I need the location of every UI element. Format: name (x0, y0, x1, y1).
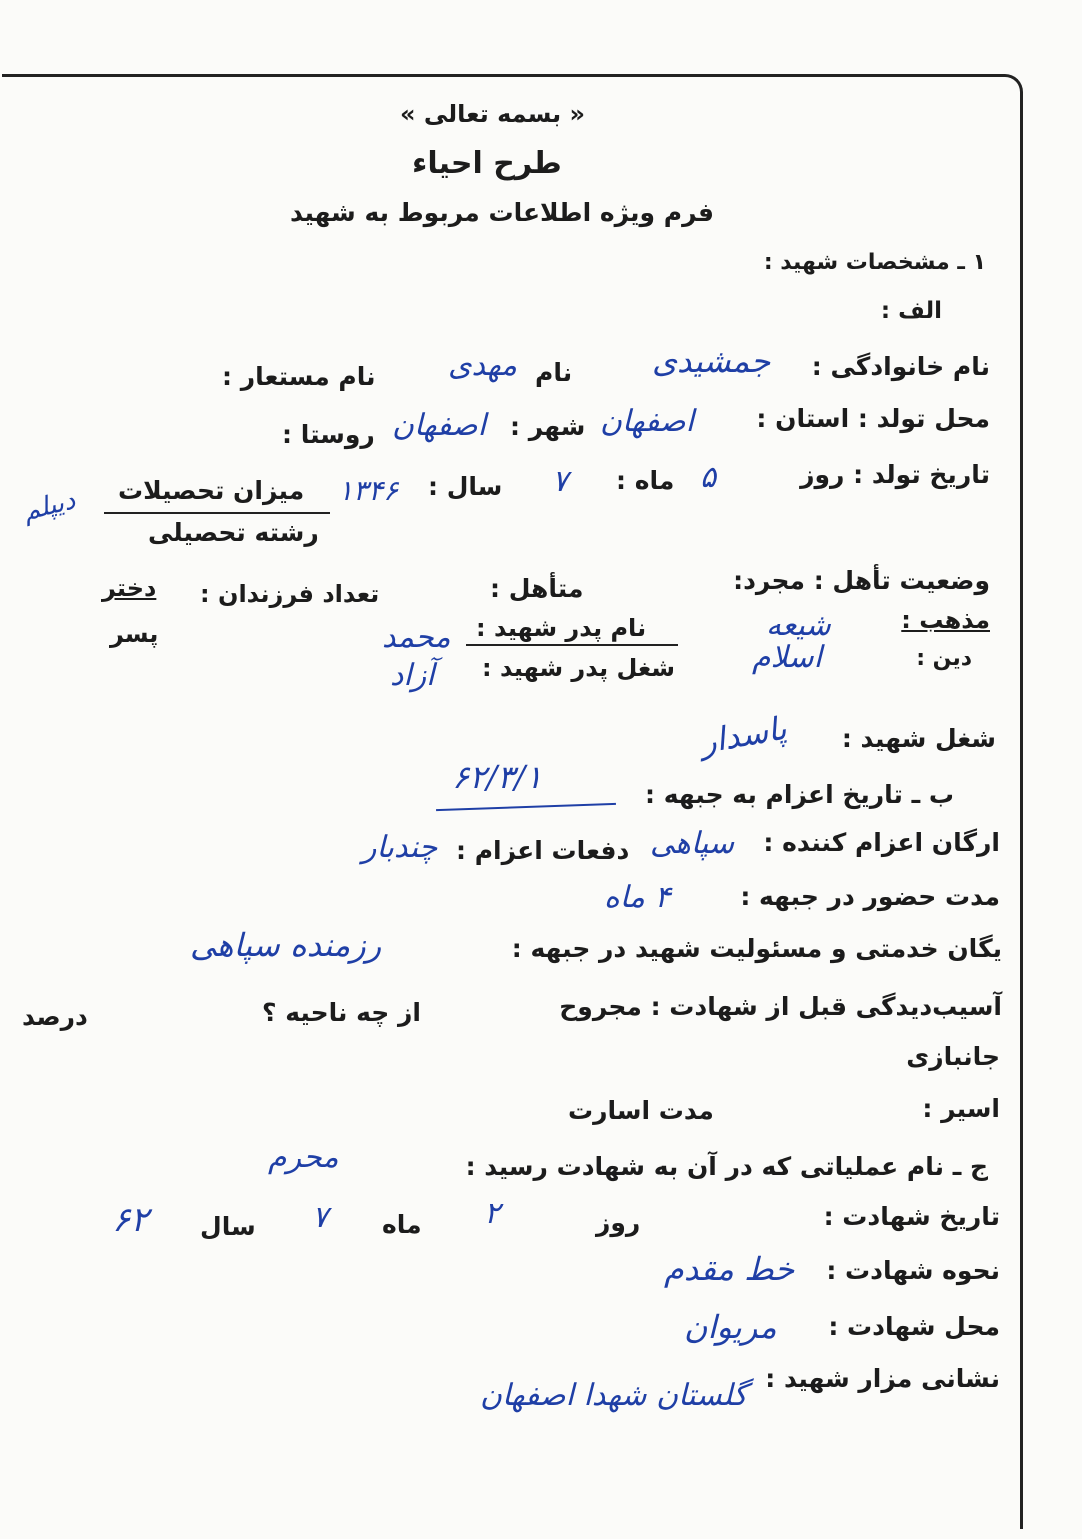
bismillah: « بسمه تعالی » (400, 100, 586, 128)
unit-value: رزمنده سپاهی (190, 926, 382, 964)
birthdate-label: تاریخ تولد : روز (800, 460, 990, 489)
martyr-manner-value: خط مقدم (664, 1250, 795, 1288)
job-value: پاسدار (697, 708, 790, 762)
children-label: تعداد فرزندان : (200, 580, 380, 608)
married-label: متأهل : (490, 574, 584, 603)
dispatch-times-value: چندبار (362, 830, 438, 865)
family-name-label: نام خانوادگی : (811, 352, 990, 381)
unit-label: یگان خدمتی و مسئولیت شهید در جبهه : (511, 934, 1002, 963)
martyr-month-label: ماه (382, 1210, 422, 1239)
duration-value: ۴ ماه (604, 880, 671, 915)
part-a-label: الف : (880, 298, 942, 324)
father-name-value: محمد (382, 620, 451, 655)
city-label: شهر : (510, 412, 586, 441)
injury-percent-label: درصد (22, 1002, 88, 1031)
birth-year-label: سال : (428, 472, 503, 501)
martyr-year-value: ۶۲ (112, 1200, 149, 1240)
section1-heading: ۱ ـ مشخصات شهید : (763, 250, 986, 275)
duration-label: مدت حضور در جبهه : (740, 882, 1000, 911)
first-name-label: نام (535, 358, 573, 387)
birth-day-value: ۵ (700, 460, 717, 495)
grave-label: نشانی مزار شهید : (765, 1364, 1000, 1393)
operation-label: ج ـ نام عملیاتی که در آن به شهادت رسید : (465, 1152, 988, 1181)
veteran-label: جانبازی (906, 1042, 1000, 1071)
martyr-manner-label: نحوه شهادت : (826, 1256, 1000, 1285)
job-label: شغل شهید : (841, 724, 996, 753)
birth-month-label: ماه : (616, 466, 675, 495)
family-name-value: جمشیدی (652, 342, 771, 380)
education-level-label: میزان تحصیلات (118, 476, 305, 505)
father-job-value: آزاد (390, 658, 435, 693)
sect-value: شیعه (766, 608, 831, 643)
captive-label: اسیر : (922, 1094, 1000, 1123)
marital-label: وضعیت تأهل : مجرد: (733, 566, 990, 595)
martyr-day-label: روز (596, 1208, 641, 1237)
form-title: فرم ویژه اطلاعات مربوط به شهید (290, 198, 715, 227)
grave-value: گلستان شهدا اصفهان (480, 1378, 748, 1413)
project-title: طرح احیاء (412, 146, 562, 181)
village-label: روستا : (282, 420, 375, 449)
dispatch-times-label: دفعات اعزام : (456, 836, 630, 865)
operation-value: محرم (268, 1140, 339, 1175)
sect-label: مذهب : (901, 606, 990, 634)
city-value: اصفهان (392, 408, 486, 443)
son-label: پسر (110, 620, 159, 648)
martyr-year-label: سال (200, 1212, 256, 1241)
martyr-day-value: ۲ (484, 1196, 501, 1231)
dispatch-date-label: ب ـ تاریخ اعزام به جبهه : (645, 780, 954, 809)
religion-value: اسلام (752, 640, 822, 675)
education-fraction-line (104, 512, 330, 514)
birthplace-label: محل تولد : استان : (756, 404, 990, 433)
birth-year-value: ۱۳۴۶ (338, 474, 399, 507)
education-value: دیپلم (20, 485, 79, 528)
org-label: ارگان اعزام کننده : (763, 828, 1000, 857)
birth-month-value: ۷ (552, 464, 569, 499)
father-name-label: نام پدر شهید : (476, 614, 647, 642)
martyr-date-label: تاریخ شهادت : (823, 1202, 1000, 1231)
province-value: اصفهان (600, 404, 694, 439)
martyr-month-value: ۷ (312, 1200, 329, 1235)
daughter-label: دختر (102, 574, 157, 602)
education-field-label: رشته تحصیلی (148, 518, 319, 547)
father-job-label: شغل پدر شهید : (482, 654, 676, 682)
martyr-place-value: مریوان (684, 1308, 777, 1346)
org-value: سپاهی (650, 826, 735, 861)
first-name-value: مهدی (448, 348, 518, 383)
injury-area-label: از چه ناحیه ؟ (262, 998, 421, 1027)
dispatch-date-value: ۶۲/۳/۱ (452, 758, 543, 796)
alias-label: نام مستعار : (222, 362, 376, 391)
martyr-place-label: محل شهادت : (828, 1312, 1000, 1341)
captivity-duration-label: مدت اسارت (568, 1096, 714, 1125)
religion-label: دین : (916, 646, 972, 671)
father-name-underline (466, 644, 678, 646)
injury-label: آسیب‌دیدگی قبل از شهادت : مجروح (559, 992, 1002, 1021)
